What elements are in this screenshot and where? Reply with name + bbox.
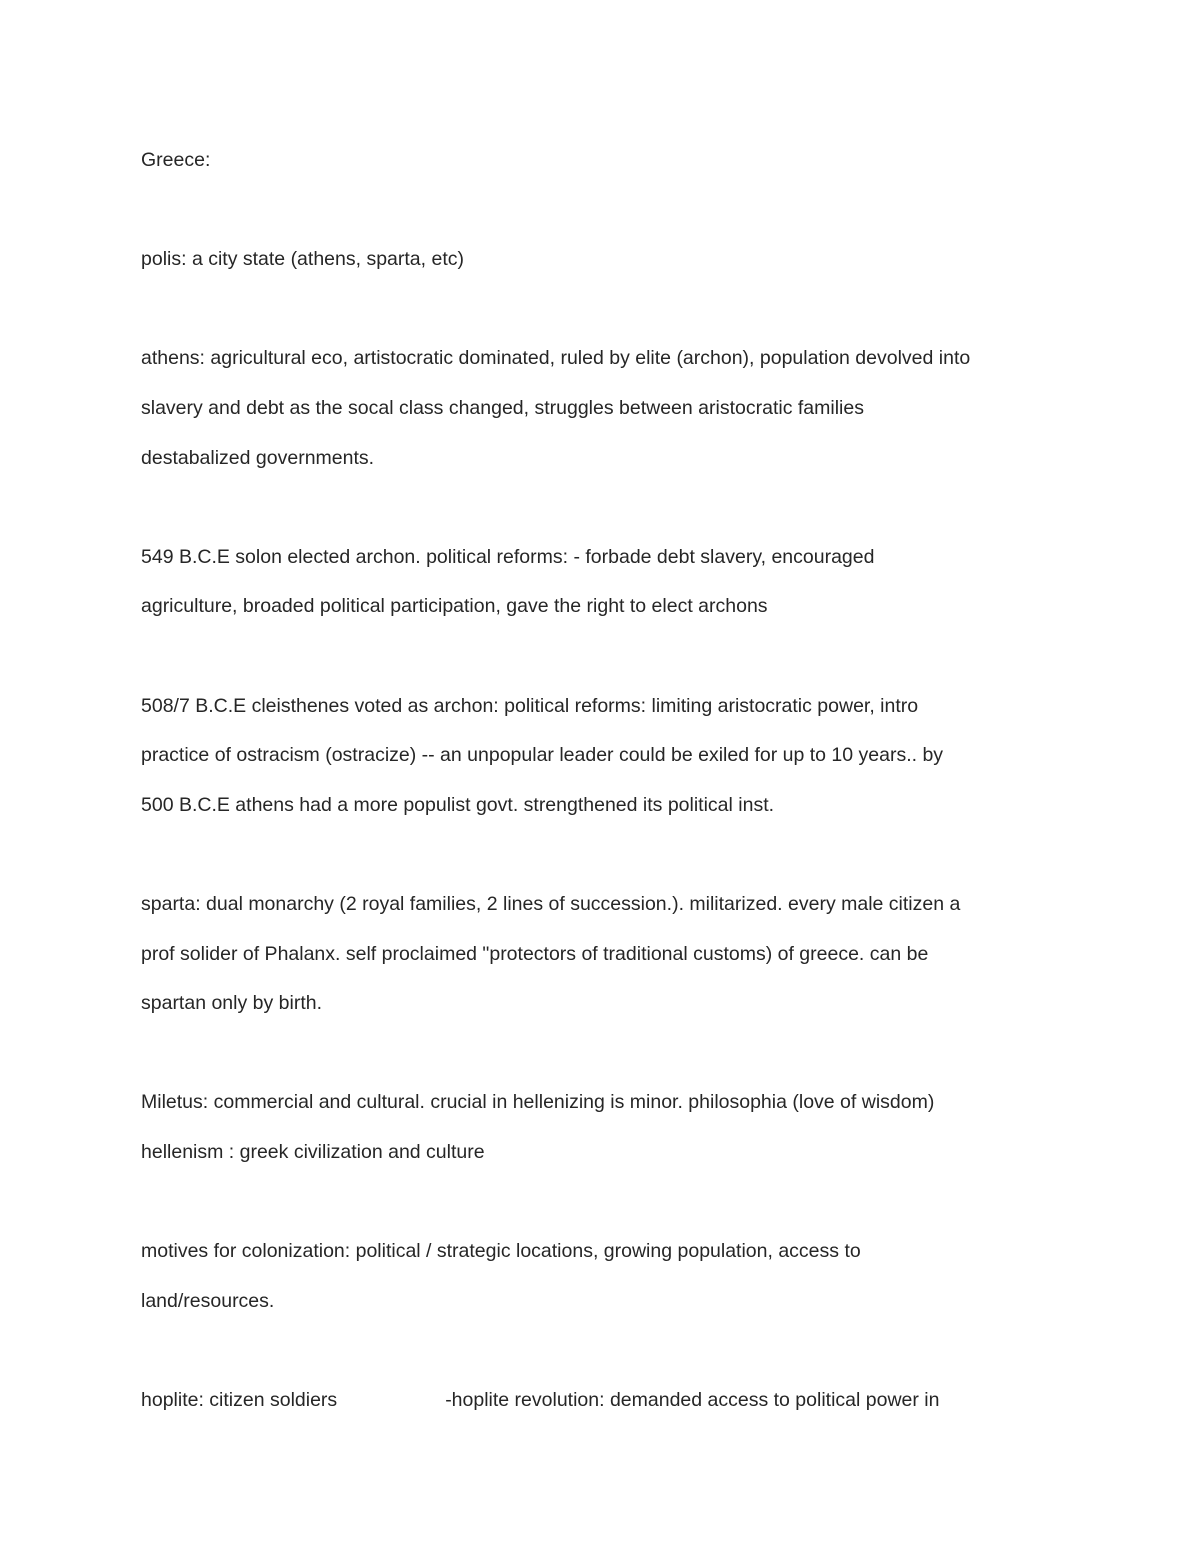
text-line: slavery and debt as the socal class changed, struggles between aristocratic families [141,396,864,419]
paragraph-polis [141,235,1071,285]
paragraph-hoplite [141,1376,1071,1426]
text-line: spartan only by birth. [141,992,323,1015]
text-line: land/resources. [141,1289,275,1312]
paragraph-gap [141,1326,1071,1376]
text-line: hellenism : greek civilization and culture [141,1140,485,1163]
paragraph-gap [141,186,1071,236]
text-line [141,1376,1071,1426]
text-line: 549 B.C.E solon elected archon. political reforms: - forbade debt slavery, encouraged [141,545,875,568]
paragraph-gap [141,1029,1071,1079]
text-line: 500 B.C.E athens had a more populist govt. strengthened its political inst. [141,793,775,816]
paragraph-cleisthenes [141,682,1071,831]
paragraph-sparta [141,880,1071,1029]
paragraph-miletus [141,1078,1071,1177]
text-line: athens: agricultural eco, artistocratic dominated, ruled by elite (archon), population devolved into [141,347,971,370]
paragraph-gap [141,1177,1071,1227]
text-line: polis: a city state (athens, sparta, etc) [141,248,464,271]
text-line: 508/7 B.C.E cleisthenes voted as archon: political reforms: limiting aristocratic power, intro [141,694,919,717]
text-line: agriculture, broaded political participation, gave the right to elect archons [141,595,768,618]
paragraph-colonization [141,1227,1071,1326]
paragraph-gap [141,830,1071,880]
text-line: sparta: dual monarchy (2 royal families, 2 lines of succession.). militarized. every male citizen a [141,892,961,915]
paragraph-solon [141,533,1071,632]
paragraph-athens [141,334,1071,483]
paragraph-gap [141,285,1071,335]
text-line: prof solider of Phalanx. self proclaimed "protectors of traditional customs) of greece. can be [141,942,929,965]
text-line: Miletus: commercial and cultural. crucial in hellenizing is minor. philosophia (love of wisdom) [141,1091,935,1114]
document-body [141,136,1071,1425]
paragraph-gap [141,632,1071,682]
hoplite-right-text: -hoplite revolution: demanded access to political power in [445,1388,940,1411]
text-line: motives for colonization: political / strategic locations, growing population, access to [141,1240,861,1263]
text-line: Greece: [141,149,211,171]
paragraph-gap [141,483,1071,533]
hoplite-left-text: hoplite: citizen soldiers [141,1388,338,1411]
heading-greece [141,136,1071,186]
text-line: destabalized governments. [141,446,375,469]
text-line: practice of ostracism (ostracize) -- an unpopular leader could be exiled for up to 10 years.. by [141,744,944,767]
